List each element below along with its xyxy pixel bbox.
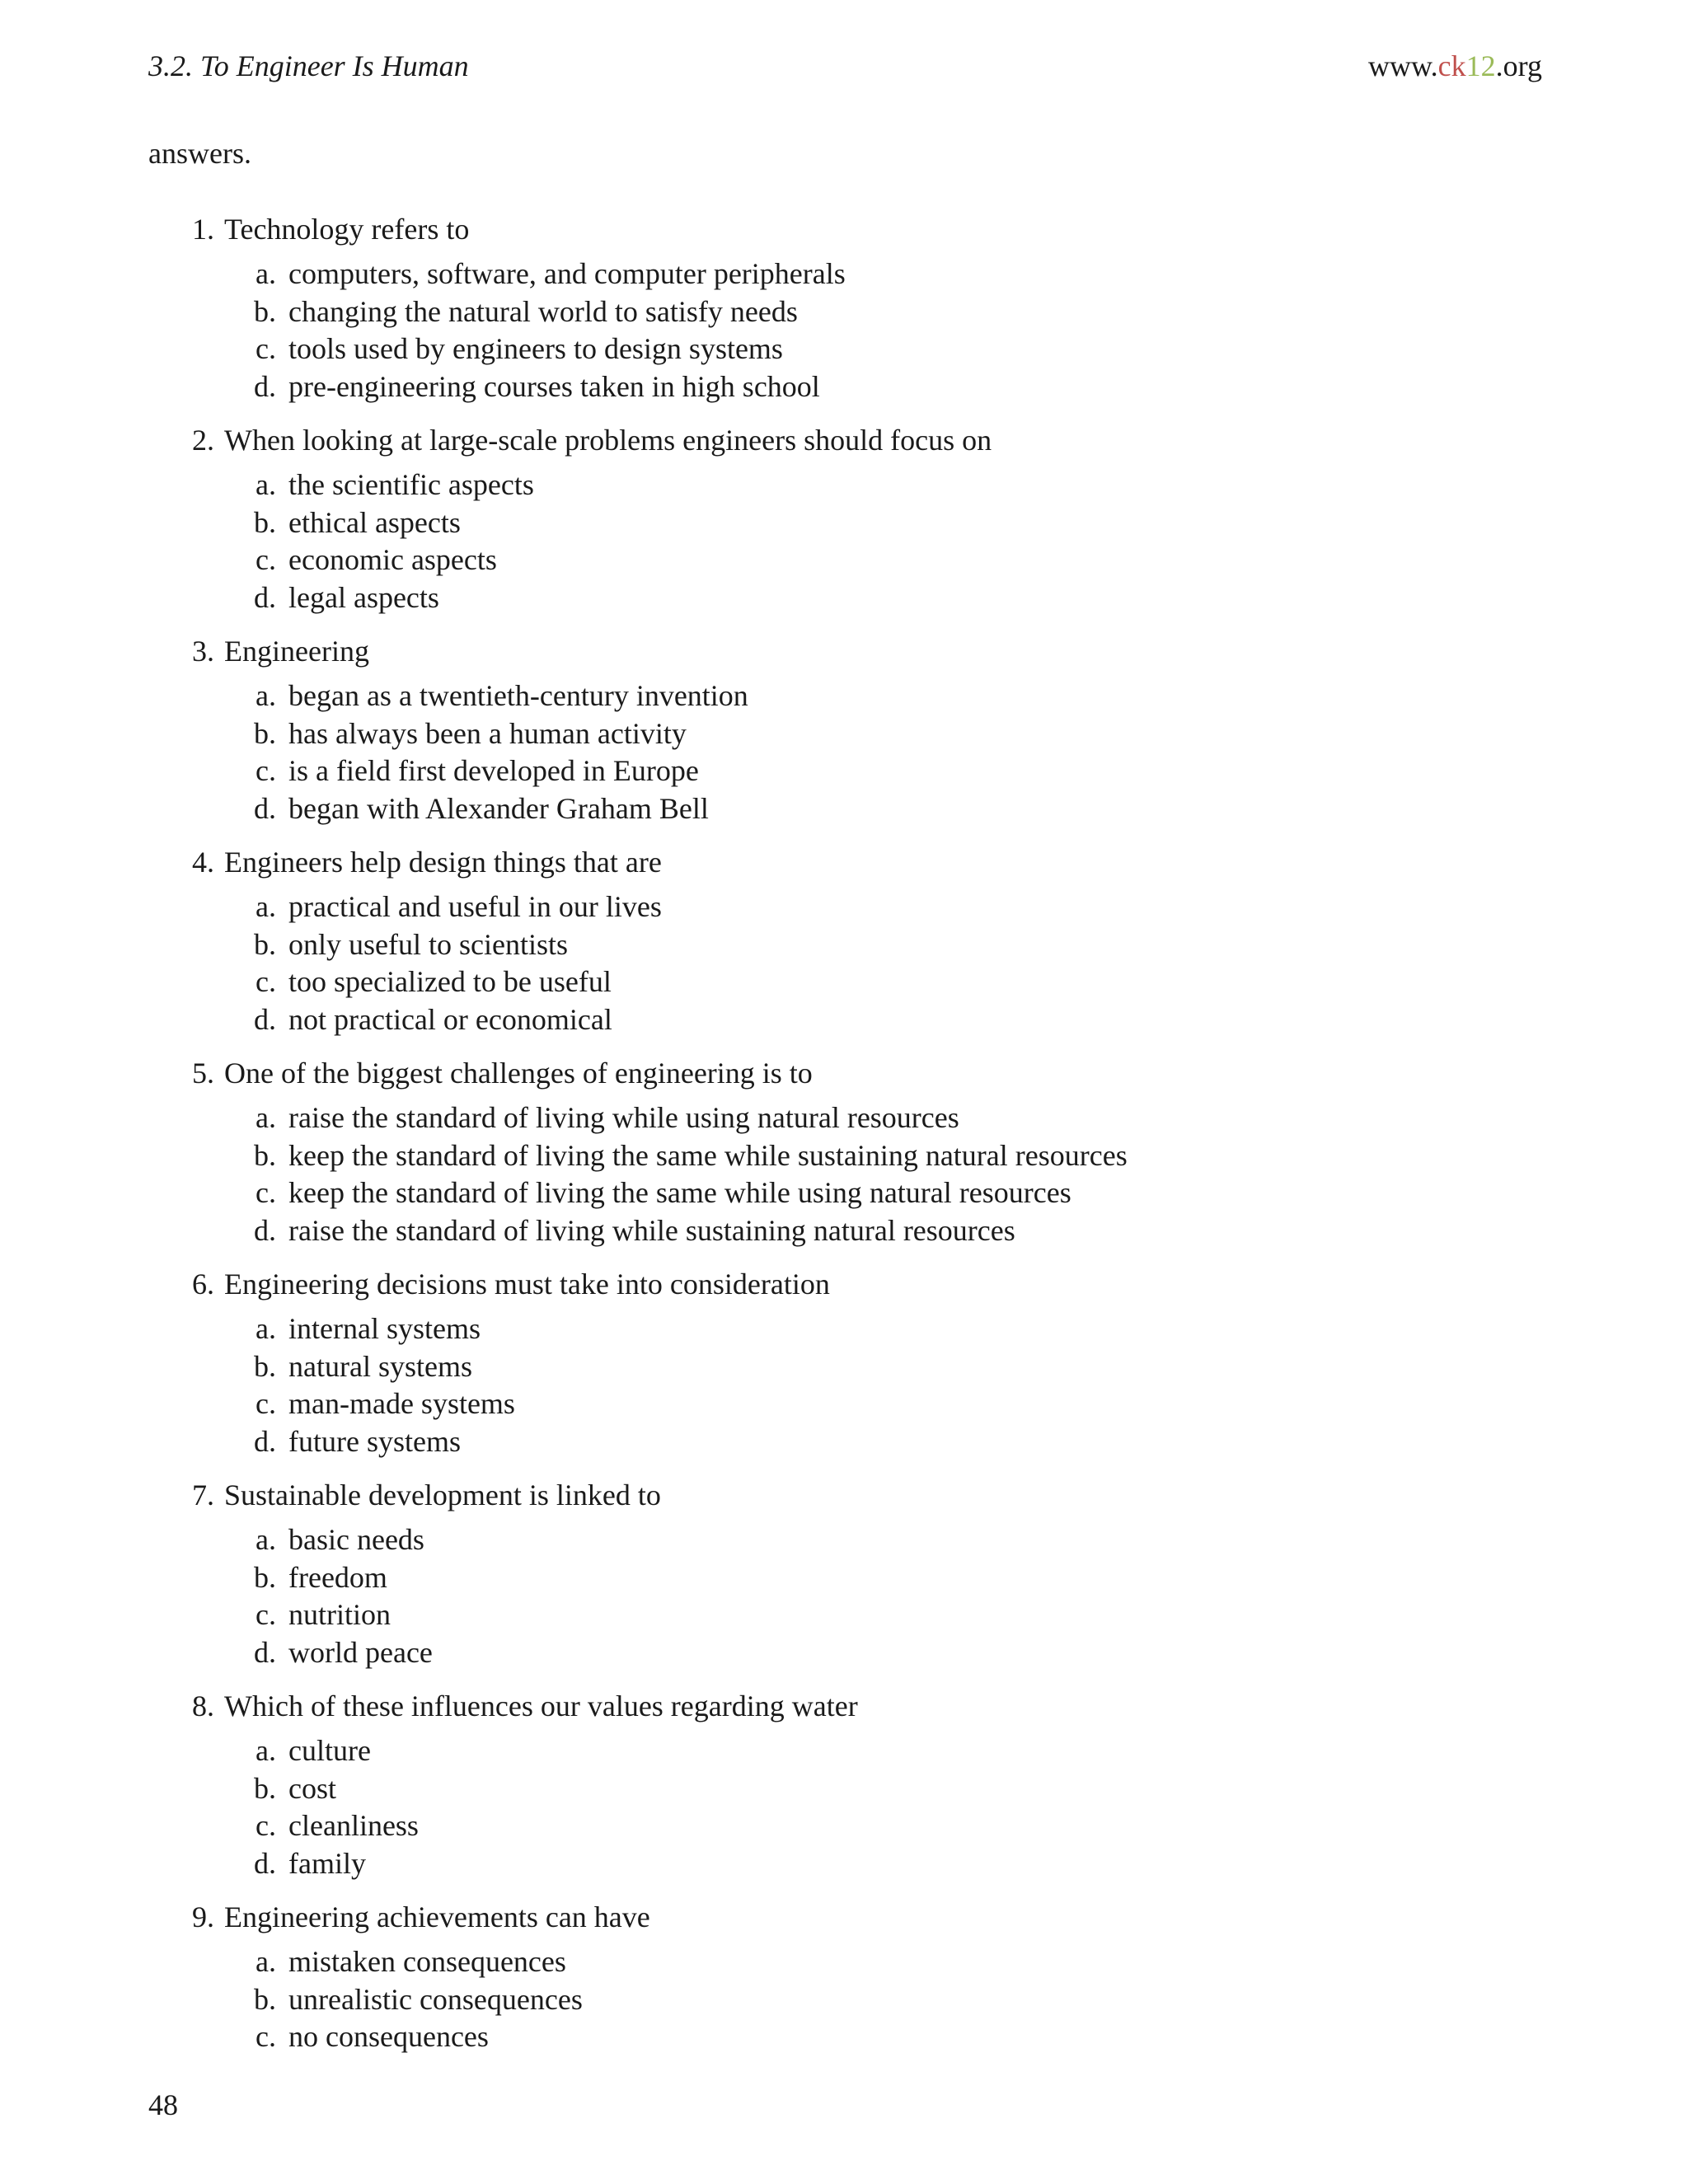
option-text: ethical aspects xyxy=(288,505,461,539)
question-number: 7. xyxy=(192,1479,214,1511)
option xyxy=(0,677,1688,715)
option xyxy=(0,790,1688,828)
option xyxy=(0,1385,1688,1423)
question-number: 6. xyxy=(192,1268,214,1301)
option-text: practical and useful in our lives xyxy=(288,890,662,923)
option-text: economic aspects xyxy=(288,543,497,576)
option-list xyxy=(0,255,1688,405)
question xyxy=(0,1261,1688,1460)
option-text: family xyxy=(288,1846,366,1880)
option-text: culture xyxy=(288,1734,371,1767)
question-text: Engineering xyxy=(224,635,369,668)
option-letter: b. xyxy=(254,1349,276,1383)
option xyxy=(0,963,1688,1001)
option xyxy=(0,255,1688,293)
option xyxy=(0,1770,1688,1808)
option xyxy=(0,2018,1688,2056)
option xyxy=(0,1001,1688,1039)
question xyxy=(0,1472,1688,1671)
page-number: 48 xyxy=(148,2088,178,2121)
question-text: Which of these influences our values regarding water xyxy=(224,1690,858,1722)
question-text: Technology refers to xyxy=(224,213,470,246)
option-text: world peace xyxy=(288,1635,433,1669)
option xyxy=(0,1348,1688,1386)
option-letter: a. xyxy=(256,1734,276,1767)
option-text: raise the standard of living while using natural resources xyxy=(288,1101,959,1134)
question-text: Engineering decisions must take into consideration xyxy=(224,1268,830,1301)
question xyxy=(0,628,1688,827)
option-letter: a. xyxy=(256,890,276,923)
question-number: 5. xyxy=(192,1057,214,1090)
option xyxy=(0,466,1688,504)
option-text: mistaken consequences xyxy=(288,1945,566,1978)
question xyxy=(0,206,1688,405)
option-list xyxy=(0,888,1688,1038)
option xyxy=(0,1634,1688,1672)
option-text: raise the standard of living while sustaining natural resources xyxy=(288,1213,1015,1247)
url-12: 12 xyxy=(1465,49,1496,82)
option xyxy=(0,293,1688,331)
option-text: nutrition xyxy=(288,1598,391,1631)
option xyxy=(0,579,1688,617)
option-letter: a. xyxy=(256,1101,276,1134)
option-letter: c. xyxy=(256,543,276,576)
option-letter: c. xyxy=(256,1598,276,1631)
option-letter: b. xyxy=(254,716,276,750)
option-letter: b. xyxy=(254,505,276,539)
question xyxy=(0,1683,1688,1882)
option xyxy=(0,1807,1688,1845)
option-letter: a. xyxy=(256,679,276,712)
option xyxy=(0,1596,1688,1634)
option-letter: b. xyxy=(254,927,276,961)
option-letter: a. xyxy=(256,468,276,501)
option xyxy=(0,1137,1688,1175)
option-letter: d. xyxy=(254,1635,276,1669)
option-letter: b. xyxy=(254,1138,276,1172)
option-list xyxy=(0,1943,1688,2056)
option xyxy=(0,752,1688,790)
url-prefix: www. xyxy=(1368,49,1438,82)
option-letter: d. xyxy=(254,1424,276,1458)
option-list xyxy=(0,677,1688,827)
question-list xyxy=(0,206,1688,2068)
question-text: Sustainable development is linked to xyxy=(224,1479,661,1511)
option-letter: b. xyxy=(254,1771,276,1805)
option-letter: d. xyxy=(254,369,276,403)
option-text: man-made systems xyxy=(288,1387,515,1420)
option xyxy=(0,1174,1688,1212)
option-letter: c. xyxy=(256,1387,276,1420)
option-text: pre-engineering courses taken in high school xyxy=(288,369,820,403)
option-letter: a. xyxy=(256,257,276,290)
question-number: 2. xyxy=(192,424,214,457)
option-text: is a field first developed in Europe xyxy=(288,754,699,787)
question-number: 8. xyxy=(192,1690,214,1722)
question-number: 9. xyxy=(192,1900,214,1933)
option-text: unrealistic consequences xyxy=(288,1982,583,2016)
option-text: cost xyxy=(288,1771,336,1805)
option-letter: c. xyxy=(256,332,276,365)
option-letter: c. xyxy=(256,754,276,787)
option xyxy=(0,1212,1688,1250)
option-text: only useful to scientists xyxy=(288,927,568,961)
option xyxy=(0,504,1688,542)
option xyxy=(0,926,1688,964)
option xyxy=(0,1943,1688,1981)
option-list xyxy=(0,1310,1688,1460)
running-header-section: 3.2. To Engineer Is Human xyxy=(148,49,469,82)
option xyxy=(0,541,1688,579)
option-letter: d. xyxy=(254,1846,276,1880)
option-list xyxy=(0,1521,1688,1671)
option-text: changing the natural world to satisfy needs xyxy=(288,294,798,328)
option-text: the scientific aspects xyxy=(288,468,534,501)
url-ck: ck xyxy=(1437,49,1466,82)
option-letter: b. xyxy=(254,1982,276,2016)
option-text: cleanliness xyxy=(288,1809,419,1842)
option-letter: a. xyxy=(256,1945,276,1978)
option-text: natural systems xyxy=(288,1349,472,1383)
question-number: 3. xyxy=(192,635,214,668)
option-text: too specialized to be useful xyxy=(288,965,612,998)
option-letter: c. xyxy=(256,2020,276,2053)
option xyxy=(0,1732,1688,1770)
option-letter: c. xyxy=(256,1176,276,1209)
question-number: 1. xyxy=(192,213,214,246)
option-letter: a. xyxy=(256,1312,276,1345)
option xyxy=(0,1559,1688,1597)
option-list xyxy=(0,1099,1688,1249)
option-text: freedom xyxy=(288,1560,387,1594)
option xyxy=(0,368,1688,406)
option-list xyxy=(0,1732,1688,1882)
option-letter: c. xyxy=(256,1809,276,1842)
option-text: has always been a human activity xyxy=(288,716,687,750)
question-text: Engineers help design things that are xyxy=(224,846,662,879)
question xyxy=(0,839,1688,1038)
option-text: basic needs xyxy=(288,1523,424,1556)
option-letter: a. xyxy=(256,1523,276,1556)
option-list xyxy=(0,466,1688,616)
option-letter: d. xyxy=(254,1213,276,1247)
question-number: 4. xyxy=(192,846,214,879)
question xyxy=(0,417,1688,616)
option-text: legal aspects xyxy=(288,580,439,614)
option-text: future systems xyxy=(288,1424,461,1458)
question-text: One of the biggest challenges of engineering is to xyxy=(224,1057,813,1090)
option-letter: d. xyxy=(254,1002,276,1036)
question xyxy=(0,1894,1688,2056)
option xyxy=(0,1521,1688,1559)
option-text: began as a twentieth-century invention xyxy=(288,679,748,712)
option-letter: c. xyxy=(256,965,276,998)
option-letter: b. xyxy=(254,1560,276,1594)
option xyxy=(0,1981,1688,2019)
option-text: computers, software, and computer peripherals xyxy=(288,257,846,290)
option-text: not practical or economical xyxy=(288,1002,612,1036)
option-text: began with Alexander Graham Bell xyxy=(288,791,709,825)
option-text: no consequences xyxy=(288,2020,489,2053)
option xyxy=(0,1310,1688,1348)
option xyxy=(0,330,1688,368)
option xyxy=(0,1423,1688,1461)
option xyxy=(0,1845,1688,1883)
url-suffix: .org xyxy=(1495,49,1542,82)
intro-text: answers. xyxy=(148,137,251,170)
option-text: tools used by engineers to design systems xyxy=(288,332,783,365)
option xyxy=(0,1099,1688,1137)
option-text: keep the standard of living the same while using natural resources xyxy=(288,1176,1071,1209)
running-header-url xyxy=(1368,45,1542,87)
option-text: keep the standard of living the same while sustaining natural resources xyxy=(288,1138,1128,1172)
question xyxy=(0,1050,1688,1249)
option xyxy=(0,715,1688,753)
option xyxy=(0,888,1688,926)
question-text: Engineering achievements can have xyxy=(224,1900,650,1933)
question-text: When looking at large-scale problems engineers should focus on xyxy=(224,424,992,457)
option-letter: b. xyxy=(254,294,276,328)
option-letter: d. xyxy=(254,580,276,614)
option-text: internal systems xyxy=(288,1312,481,1345)
option-letter: d. xyxy=(254,791,276,825)
